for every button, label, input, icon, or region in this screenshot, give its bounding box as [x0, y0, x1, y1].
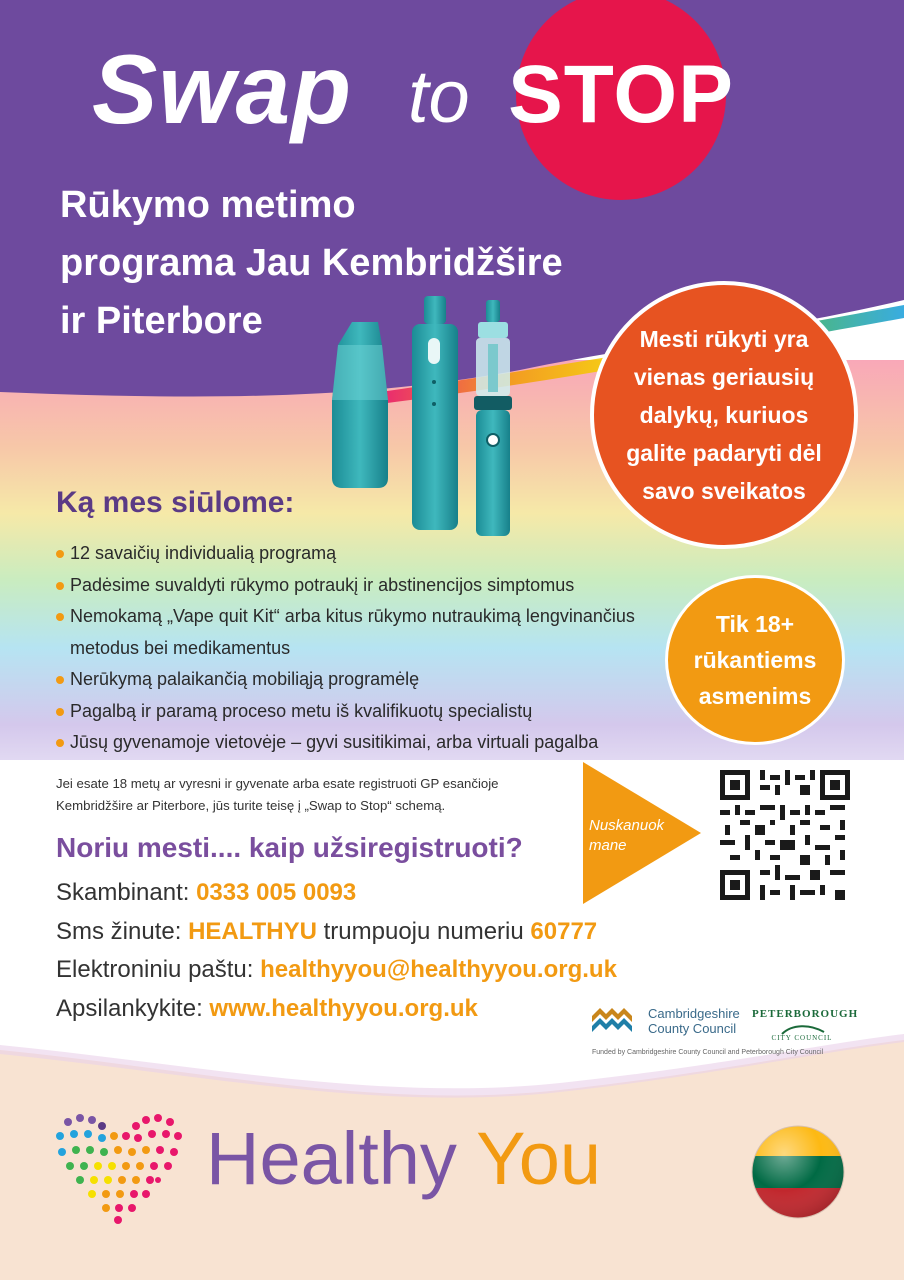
- website-row: [56, 995, 478, 1023]
- list-item: Nerūkymą palaikančią mobiliąją programėlę: [56, 664, 666, 696]
- subtitle-line: ir Piterbore: [60, 300, 263, 342]
- website-label: Apsilankykite:: [56, 995, 203, 1022]
- sms-label: Sms žinute:: [56, 918, 182, 945]
- ccc-line: County Council: [648, 1021, 737, 1036]
- qr-code[interactable]: [720, 770, 850, 900]
- email-label: Elektroniniu paštu:: [56, 956, 254, 983]
- list-item: 12 savaičių individualią programą: [56, 538, 666, 570]
- subtitle-line: Rūkymo metimo: [60, 184, 356, 226]
- scan-me-label: Nuskanuok mane: [589, 817, 665, 854]
- list-item: Nemokamą „Vape quit Kit“ arba kitus rūkymo nutraukimą lengvinančius metodus bei medikamentus: [56, 601, 666, 664]
- health-message-text: Mesti rūkyti yra vienas geriausių dalykų, kuriuos galite padaryti dėl savo sveikatos: [626, 326, 822, 504]
- sms-number-link[interactable]: 60777: [530, 918, 598, 945]
- age-restriction-text: Tik 18+ rūkantiems asmenims: [693, 611, 817, 709]
- email-link[interactable]: healthyyou@healthyyou.org.uk: [260, 956, 617, 983]
- age-restriction-bubble: [665, 575, 845, 745]
- sms-middle-text: trumpuoju numeriu: [323, 918, 524, 945]
- pcc-sub-text: CITY COUNCIL: [771, 1034, 833, 1042]
- title-stop: STOP: [508, 49, 734, 140]
- healthy-you-heart-logo-icon: [52, 1106, 186, 1224]
- title-swap: Swap: [92, 34, 352, 144]
- health-message-bubble: [590, 281, 858, 549]
- ccc-line: Cambridgeshire: [648, 1006, 740, 1021]
- phone-number-link[interactable]: 0333 005 0093: [196, 879, 357, 906]
- cambridgeshire-county-council: [648, 1006, 740, 1036]
- email-row: [56, 956, 617, 984]
- lithuania-flag-icon: [750, 1124, 846, 1220]
- register-heading: Noriu mesti.... kaip užsiregistruoti?: [56, 832, 523, 863]
- cambridgeshire-logo-icon: [592, 1006, 632, 1034]
- phone-label: Skambinant:: [56, 879, 190, 906]
- sms-row: [56, 918, 597, 946]
- brand-word-you: You: [476, 1117, 602, 1200]
- sms-keyword: HEALTHYU: [188, 918, 317, 945]
- eligibility-text: Jei esate 18 metų ar vyresni ir gyvenate arba esate registruoti GP esančioje Kembridžšire ar Piterbore, jūs turite teisę į „Swap to Stop“ schemą.: [56, 776, 499, 813]
- phone-row: [56, 879, 356, 907]
- website-link[interactable]: www.healthyyou.org.uk: [209, 995, 478, 1022]
- list-item: Pagalbą ir paramą proceso metu iš kvalifikuotų specialistų: [56, 696, 666, 728]
- funded-by-text: Funded by Cambridgeshire County Council and Peterborough City Council: [592, 1049, 824, 1056]
- list-item: Padėsime suvaldyti rūkymo potraukį ir abstinencijos simptomus: [56, 570, 666, 602]
- program-subtitle: [60, 176, 660, 350]
- title-to: to: [408, 55, 470, 138]
- offer-list: [56, 538, 666, 759]
- list-item: Jūsų gyvenamoje vietovėje – gyvi susitikimai, arba virtuali pagalba: [56, 727, 666, 759]
- pcc-main-text: PETERBOROUGH: [752, 1008, 859, 1020]
- offer-heading: Ką mes siūlome:: [56, 486, 295, 519]
- healthy-you-wordmark: [206, 1117, 602, 1200]
- brand-word-healthy: Healthy: [206, 1117, 457, 1200]
- peterborough-logo-icon: [780, 1022, 826, 1038]
- subtitle-line: programa Jau Kembridžšire: [60, 242, 563, 284]
